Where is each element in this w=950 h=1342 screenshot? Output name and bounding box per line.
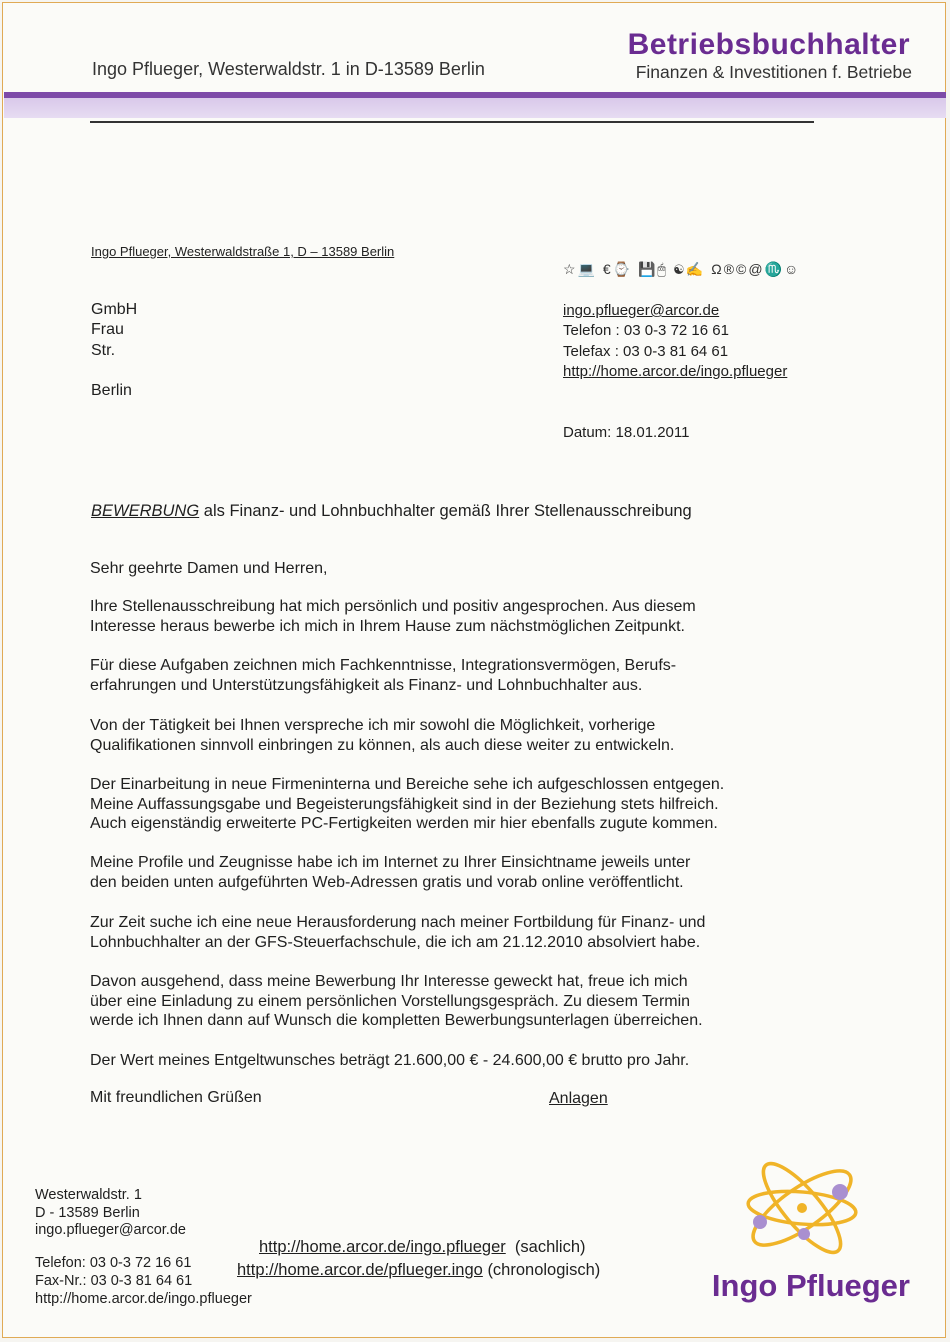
attachments-label: Anlagen (549, 1090, 608, 1107)
footer-email: ingo.pflueger@arcor.de (35, 1222, 186, 1238)
subject-text: als Finanz- und Lohnbuchhalter gemäß Ihrer Stellenausschreibung (199, 502, 692, 520)
link-sachlich[interactable]: http://home.arcor.de/ingo.pflueger (259, 1238, 506, 1256)
header-rule (90, 121, 814, 123)
body-paragraph: Meine Profile und Zeugnisse habe ich im Internet zu Ihrer Einsichtname jeweils unter den beiden unten aufgeführten Web-Adressen gratis und vorab online veröffentlicht. (90, 854, 691, 891)
contact-fax: Telefax : 03 0-3 81 64 61 (563, 343, 729, 360)
body-paragraph: Ihre Stellenausschreibung hat mich persönlich und positiv angesprochen. Aus diesem Interesse heraus bewerbe ich mich in Ihrem Hause zum nächstmöglichen Zeitpunkt. (90, 598, 696, 635)
closing: Mit freundlichen Grüßen (90, 1089, 262, 1106)
body-paragraph: Für diese Aufgaben zeichnen mich Fachkenntnisse, Integrationsvermögen, Berufs- erfahrungen und Unterstützungsfähigkeit als Finanz- und Lohnbuchhalter aus. (90, 657, 677, 694)
link-chronologisch[interactable]: http://home.arcor.de/pflueger.ingo (237, 1261, 483, 1279)
logo-name: Ingo Pflueger (711, 1268, 910, 1303)
symbol-icons: ☆💻 €⌚ 💾🖱 ☯✍ Ω®©@♏☺ (563, 261, 801, 277)
body-paragraph: Davon ausgehend, dass meine Bewerbung Ihr Interesse geweckt hat, freue ich mich über eine Einladung zu einem persönlichen Vorstellungsgespräch. Zu diesem Termin werde ich Ihnen dann auf Wunsch die kompletten Bewerbungsunterlagen überreichen. (90, 973, 703, 1029)
footer-city: D - 13589 Berlin (35, 1205, 140, 1221)
recipient-line: GmbH (91, 301, 138, 318)
subject-line (91, 502, 692, 521)
footer-url: http://home.arcor.de/ingo.pflueger (35, 1291, 252, 1307)
body-paragraph: Der Einarbeitung in neue Firmeninterna und Bereiche sehe ich aufgeschlossen entgegen. Meine Auffassungsgabe und Begeisterungsfähigkeit sind in der Beziehung stets hilfreich. Auch eigenständig erweiterte PC-Fertigkeiten werden mir hier ebenfalls zugute kommen. (90, 776, 725, 832)
salary-paragraph: Der Wert meines Entgeltwunsches beträgt 21.600,00 € - 24.600,00 € brutto pro Jahr. (90, 1052, 690, 1069)
body-paragraph: Von der Tätigkeit bei Ihnen verspreche ich mir sowohl die Möglichkeit, vorherige Qualifikationen sinnvoll einbringen zu können, als auch diese weiter zu entwickeln. (90, 717, 675, 754)
return-address: Ingo Pflueger, Westerwaldstraße 1, D – 13589 Berlin (91, 244, 395, 259)
salutation: Sehr geehrte Damen und Herren, (90, 560, 328, 577)
footer-phone: Telefon: 03 0-3 72 16 61 (35, 1255, 192, 1271)
body-paragraph: Zur Zeit suche ich eine neue Herausforderung nach meiner Fortbildung für Finanz- und Lohnbuchhalter an der GFS-Steuerfachschule, die ich am 21.12.2010 absolviert habe. (90, 914, 706, 951)
subject-keyword: BEWERBUNG (91, 502, 200, 520)
brand-title: Betriebsbuchhalter (627, 28, 910, 61)
letter-date: Datum: 18.01.2011 (563, 424, 690, 441)
brand-subtitle: Finanzen & Investitionen f. Betriebe (635, 62, 912, 82)
footer-link-sachlich: http://home.arcor.de/ingo.pflueger (sachlich) (259, 1238, 586, 1256)
recipient-line: Frau (91, 321, 124, 338)
footer-link-chronologisch: http://home.arcor.de/pflueger.ingo (chronologisch) (237, 1261, 601, 1279)
recipient-city: Berlin (91, 382, 132, 399)
header-sender-line: Ingo Pflueger, Westerwaldstr. 1 in D-13589 Berlin (92, 59, 485, 79)
contact-url-link[interactable]: http://home.arcor.de/ingo.pflueger (563, 363, 788, 380)
footer-street: Westerwaldstr. 1 (35, 1187, 142, 1203)
footer-fax: Fax-Nr.: 03 0-3 81 64 61 (35, 1273, 193, 1289)
recipient-line: Str. (91, 342, 116, 359)
contact-email-link[interactable]: ingo.pflueger@arcor.de (563, 302, 720, 319)
atom-logo-icon (740, 1152, 865, 1264)
header-band (4, 92, 946, 118)
contact-phone: Telefon : 03 0-3 72 16 61 (563, 322, 729, 339)
